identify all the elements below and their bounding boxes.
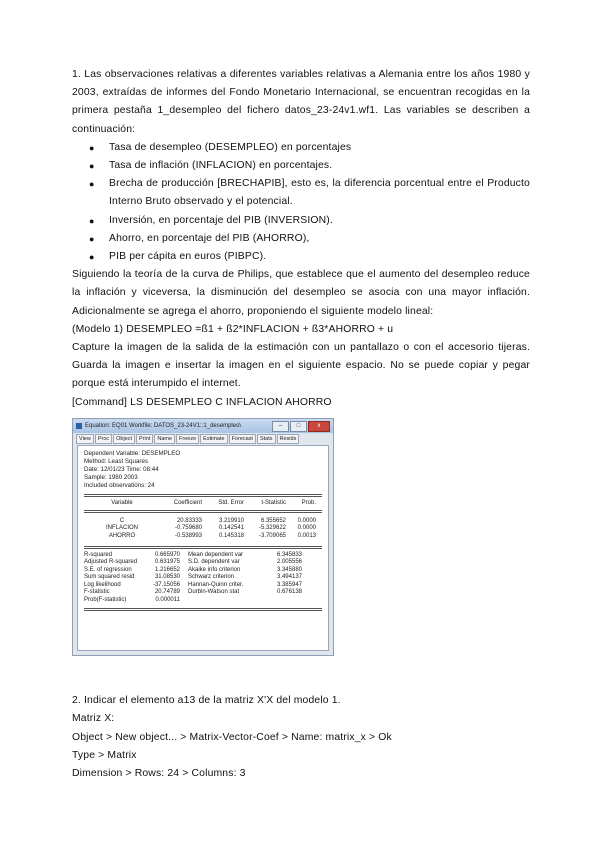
divider [84, 546, 322, 549]
window-title: Equation: EQ01 Workfile: DATOS_23-24V1::1_desempleo\ [85, 422, 242, 429]
observations-line: Included observations: 24 [84, 481, 155, 489]
list-item: ● Brecha de producción [BRECHAPIB], esto es, la diferencia porcentual entre el Producto Interno Bruto observado y el potencial. [109, 175, 530, 211]
toolbar-stats-button[interactable]: Stats [257, 434, 276, 444]
list-item: ● PIB per cápita en euros (PIBPC). [109, 248, 530, 266]
toolbar-name-button[interactable]: Name [154, 434, 175, 444]
toolbar-estimate-button[interactable]: Estimate [200, 434, 227, 444]
q2-line: Dimension > Rows: 24 > Columns: 3 [72, 768, 246, 780]
maximize-button[interactable]: □ [290, 421, 307, 432]
bullet-icon: ● [89, 215, 95, 226]
window-titlebar [73, 419, 333, 433]
q1-model: (Modelo 1) DESEMPLEO =ß1 + ß2*INFLACION + ß3*AHORRO + u [72, 323, 394, 335]
toolbar-object-button[interactable]: Object [113, 434, 135, 444]
toolbar-proc-button[interactable]: Proc [95, 434, 112, 444]
date-line: Date: 12/01/23 Time: 08:44 [84, 465, 159, 473]
list-item: ● Inversión, en porcentaje del PIB (INVERSION). [109, 212, 530, 230]
output-header [84, 450, 180, 490]
bullet-icon: ● [89, 179, 95, 190]
question-2 [72, 692, 530, 784]
minimize-button[interactable]: – [272, 421, 289, 432]
toolbar-freeze-button[interactable]: Freeze [176, 434, 199, 444]
toolbar-forecast-button[interactable]: Forecast [229, 434, 256, 444]
table-row: F-statistic 20.74789 Durbin-Watson stat 0.676138 [84, 589, 302, 596]
method-line: Method: Least Squares [84, 457, 148, 465]
q2-line: Object > New object... > Matrix-Vector-Coef > Name: matrix_x > Ok [72, 731, 392, 743]
eviews-app-icon [76, 423, 82, 429]
table-row: INFLACION -0.759680 0.142541 -5.329622 0.0000 [105, 525, 316, 532]
list-item: ● Tasa de inflación (INFLACION) en porcentajes. [109, 157, 530, 175]
table-row: Adjusted R-squared 0.631975 S.D. dependent var 2.005556 [84, 559, 302, 566]
coef-table [84, 518, 322, 541]
divider [84, 494, 322, 497]
bullet-icon: ● [89, 161, 95, 172]
variable-list [72, 139, 530, 266]
equation-toolbar [76, 434, 330, 444]
table-row: Log likelihood -37.15056 Hannan-Quinn criter. 3.385947 [84, 581, 302, 588]
coef-header-row: Variable Coefficient Std. Error t-Statistic Prob. [111, 499, 316, 506]
table-row: C 20.83333 3.219910 6.355652 0.0000 [119, 517, 316, 524]
q1-command: [Command] LS DESEMPLEO C INFLACION AHORRO [72, 396, 332, 408]
dependent-variable-line: Dependent Variable: DESEMPLEO [84, 449, 181, 457]
toolbar-resids-button[interactable]: Resids [277, 434, 300, 444]
list-item: ● Tasa de desempleo (DESEMPLEO) en porcentajes [109, 139, 530, 157]
bullet-icon: ● [89, 233, 95, 244]
table-row: Prob(F-statistic) 0.000011 [84, 596, 180, 603]
q1-intro: 1. Las observaciones relativas a diferentes variables relativas a Alemania entre los años 1980 y 2003, extraídas de informes del Fondo Monetario Internacional, se encuentran recogidas en la primera pestaña 1_desempleo del fichero datos_23-24v1.wf1. Las variables se describen a continuación: [72, 69, 530, 135]
table-row: AHORRO -0.538993 0.145318 -3.709065 0.0013 [108, 532, 316, 539]
q1-theory: Siguiendo la teoría de la curva de Philips, que establece que el aumento del desempleo reduce la inflación y viceversa, la disminución del desempleo se asocia con una mayor inflación. Adicionalmente se agrega el ahorro, proponiendo el siguiente modelo lineal: [72, 269, 530, 317]
table-row: R-squared 0.665970 Mean dependent var 6.345833 [84, 551, 302, 558]
table-row: S.E. of regression 1.216652 Akaike info criterion 3.345880 [84, 566, 302, 573]
close-button[interactable]: x [308, 421, 330, 432]
bullet-icon: ● [89, 142, 95, 153]
document-page [72, 66, 530, 784]
stats-table [84, 552, 322, 605]
toolbar-view-button[interactable]: View [76, 434, 94, 444]
estimation-output [77, 445, 329, 651]
divider [84, 510, 322, 513]
list-item: ● Ahorro, en porcentaje del PIB (AHORRO), [109, 230, 530, 248]
bullet-icon: ● [89, 252, 95, 263]
toolbar-print-button[interactable]: Print [136, 434, 153, 444]
q2-line: Type > Matrix [72, 750, 137, 762]
q1-capture: Capture la imagen de la salida de la estimación con un pantallazo o con el accesorio tijeras. Guarda la imagen e insertar la imagen en el siguiente espacio. No se puede copiar y pegar porque está interumpido el internet. [72, 342, 530, 390]
eviews-screenshot [72, 418, 334, 656]
sample-line: Sample: 1980 2003 [84, 473, 138, 481]
divider [84, 608, 322, 611]
table-row: Sum squared resid 31.08530 Schwarz criterion 3.494137 [84, 574, 302, 581]
q2-line: Matriz X: [72, 713, 115, 725]
q2-title: 2. Indicar el elemento a13 de la matriz X'X del modelo 1. [72, 694, 341, 706]
